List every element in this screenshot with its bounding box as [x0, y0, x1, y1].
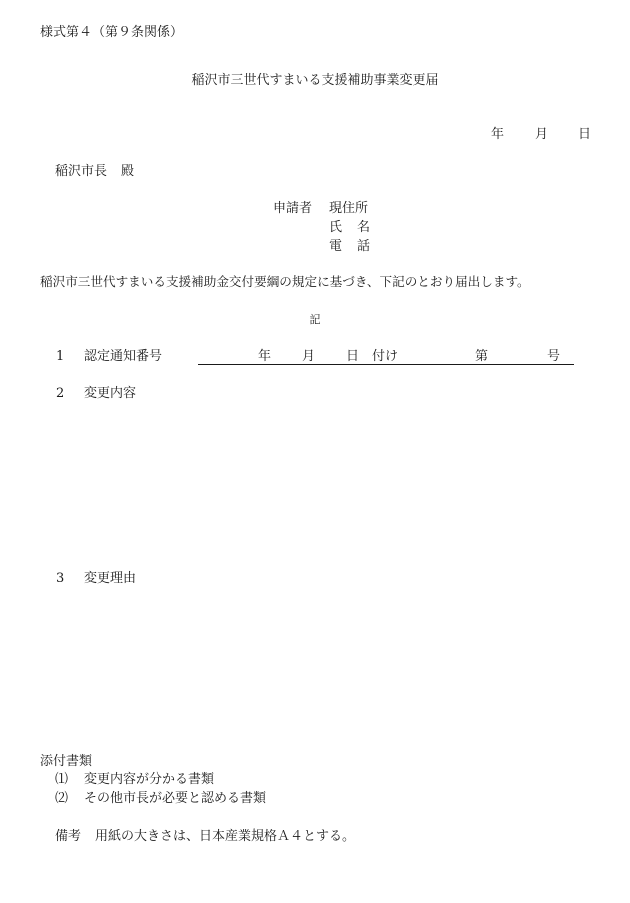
- section-3-number: 3: [56, 571, 65, 586]
- section-1-dated-label: 付け: [372, 349, 399, 364]
- section-1-number: 1: [56, 349, 65, 364]
- document-title: 稲沢市三世代すまいる支援補助事業変更届: [191, 73, 439, 88]
- applicant-role-label: 申請者: [273, 201, 313, 216]
- applicant-address-label: 現住所: [329, 201, 369, 216]
- note: [55, 830, 355, 843]
- section-1-label: 認定通知番号: [84, 349, 163, 364]
- attachment-2-text: その他市長が必要と認める書類: [84, 791, 267, 806]
- section-3-label: 変更理由: [84, 571, 137, 586]
- ki-heading: 記: [309, 313, 321, 326]
- form-number-label: 様式第４（第９条関係）: [40, 25, 184, 40]
- attachments-title: 添付書類: [40, 754, 93, 769]
- date-month-label: 月: [535, 127, 549, 142]
- section-1-day-label: 日: [346, 349, 360, 364]
- applicant-phone-label: 電話: [329, 239, 386, 254]
- note-text: 用紙の大きさは、日本産業規格Ａ４とする。: [95, 829, 356, 844]
- section-2-number: 2: [56, 386, 65, 401]
- section-1-dai-label: 第: [475, 349, 489, 364]
- statement-text: 稲沢市三世代すまいる支援補助金交付要綱の規定に基づき、下記のとおり届出します。: [40, 274, 530, 289]
- section-1-year-label: 年: [258, 349, 272, 364]
- attachment-2-mark: ⑵: [55, 791, 69, 806]
- date-day-label: 日: [578, 127, 592, 142]
- addressee: [55, 165, 134, 178]
- section-1-go-label: 号: [547, 349, 561, 364]
- note-label: 備考: [55, 829, 82, 844]
- section-1-month-label: 月: [302, 349, 316, 364]
- addressee-honorific: 殿: [121, 164, 135, 179]
- date-year-label: 年: [491, 127, 505, 142]
- applicant-name-label: 氏名: [329, 220, 386, 235]
- section-2-label: 変更内容: [84, 386, 137, 401]
- certification-number-underline: [198, 364, 574, 365]
- attachment-1-mark: ⑴: [55, 772, 69, 787]
- attachment-1-text: 変更内容が分かる書類: [84, 772, 215, 787]
- addressee-name: 稲沢市長: [55, 164, 108, 179]
